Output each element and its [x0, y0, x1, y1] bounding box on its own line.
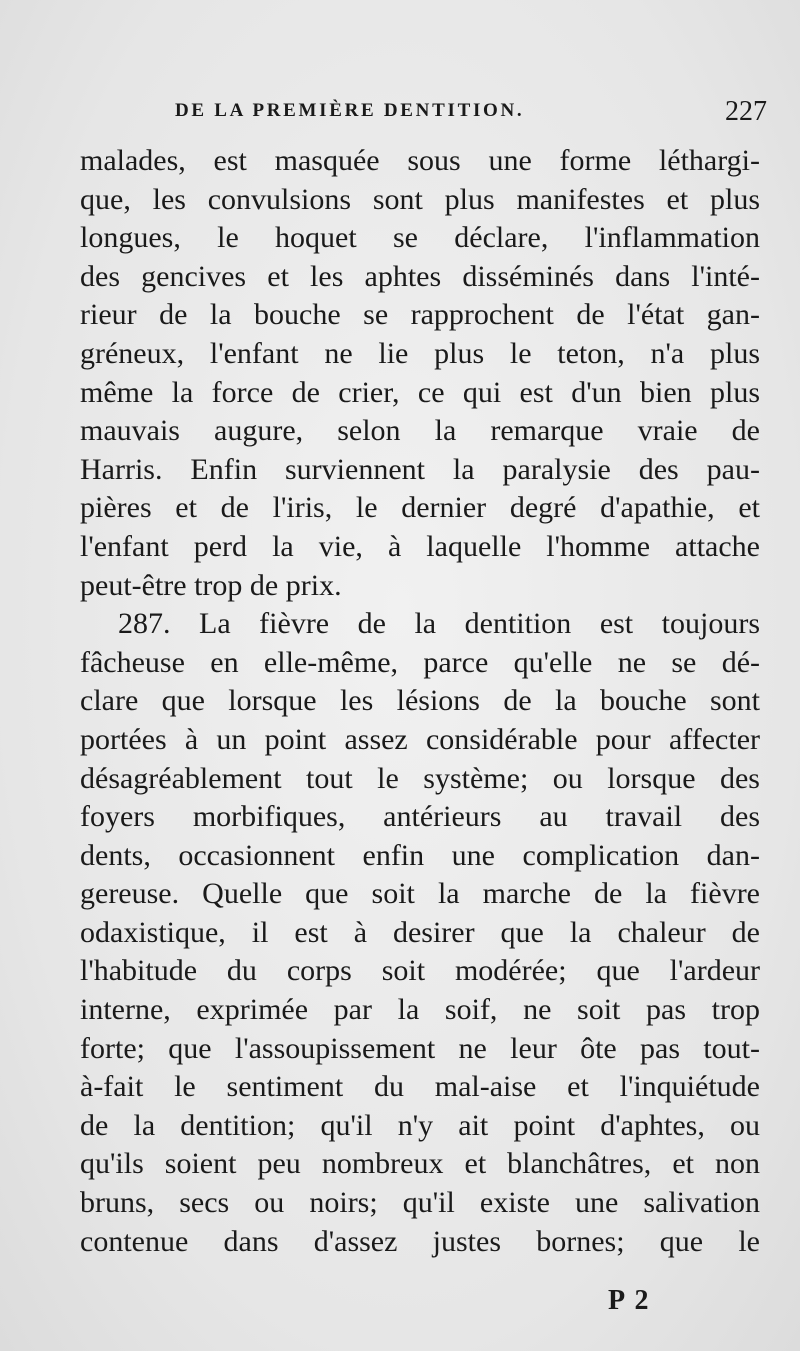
paragraph-start-line: 287. La fièvre de la dentition est toujours [118, 607, 760, 641]
text-line: pières et de l'iris, le dernier degré d'apathie, et [80, 491, 760, 525]
body-text [80, 142, 760, 1261]
text-line: l'habitude du corps soit modérée; que l'ardeur [80, 954, 760, 988]
text-line: rieur de la bouche se rapprochent de l'état gan- [80, 298, 760, 332]
signature-mark: P 2 [608, 1285, 651, 1316]
text-line: portées à un point assez considérable pour affecter [80, 722, 760, 756]
text-line: malades, est masquée sous une forme léthargi- [80, 144, 760, 177]
text-line: des gencives et les aphtes disséminés dans l'inté- [80, 259, 760, 293]
text-line: forte; que l'assoupissement ne leur ôte pas tout- [80, 1031, 760, 1065]
text-line: bruns, secs ou noirs; qu'il existe une salivation [80, 1186, 760, 1220]
text-line: fâcheuse en elle-même, parce qu'elle ne se dé- [80, 645, 760, 679]
text-line: gereuse. Quelle que soit la marche de la fièvre [80, 877, 760, 911]
text-line: même la force de crier, ce qui est d'un bien plus [80, 375, 760, 409]
text-line: peut-être trop de prix. [80, 568, 342, 602]
text-line: désagréablement tout le système; ou lorsque des [80, 761, 760, 795]
text-line: l'enfant perd la vie, à laquelle l'homme attache [80, 529, 760, 563]
page-number: 227 [725, 96, 767, 127]
running-head: DE LA PREMIÈRE DENTITION. [175, 100, 525, 121]
text-line: qu'ils soient peu nombreux et blanchâtres, et non [80, 1147, 760, 1181]
text-line: gréneux, l'enfant ne lie plus le teton, n'a plus [80, 336, 760, 370]
text-line: que, les convulsions sont plus manifestes et plus [80, 182, 760, 216]
text-line: contenue dans d'assez justes bornes; que le [80, 1224, 760, 1258]
text-line: interne, exprimée par la soif, ne soit pas trop [80, 993, 760, 1027]
text-line: foyers morbifiques, antérieurs au travail des [80, 800, 760, 834]
page-header [175, 96, 767, 136]
text-line: mauvais augure, selon la remarque vraie de [80, 414, 760, 448]
text-line: longues, le hoquet se déclare, l'inflammation [80, 221, 760, 255]
text-line: clare que lorsque les lésions de la bouche sont [80, 684, 760, 718]
text-line: Harris. Enfin surviennent la paralysie des pau- [80, 452, 760, 486]
text-line: odaxistique, il est à desirer que la chaleur de [80, 915, 760, 949]
text-line: de la dentition; qu'il n'y ait point d'aphtes, ou [80, 1108, 760, 1142]
text-line: à-fait le sentiment du mal-aise et l'inquiétude [80, 1070, 760, 1104]
text-line: dents, occasionnent enfin une complication dan- [80, 838, 760, 872]
